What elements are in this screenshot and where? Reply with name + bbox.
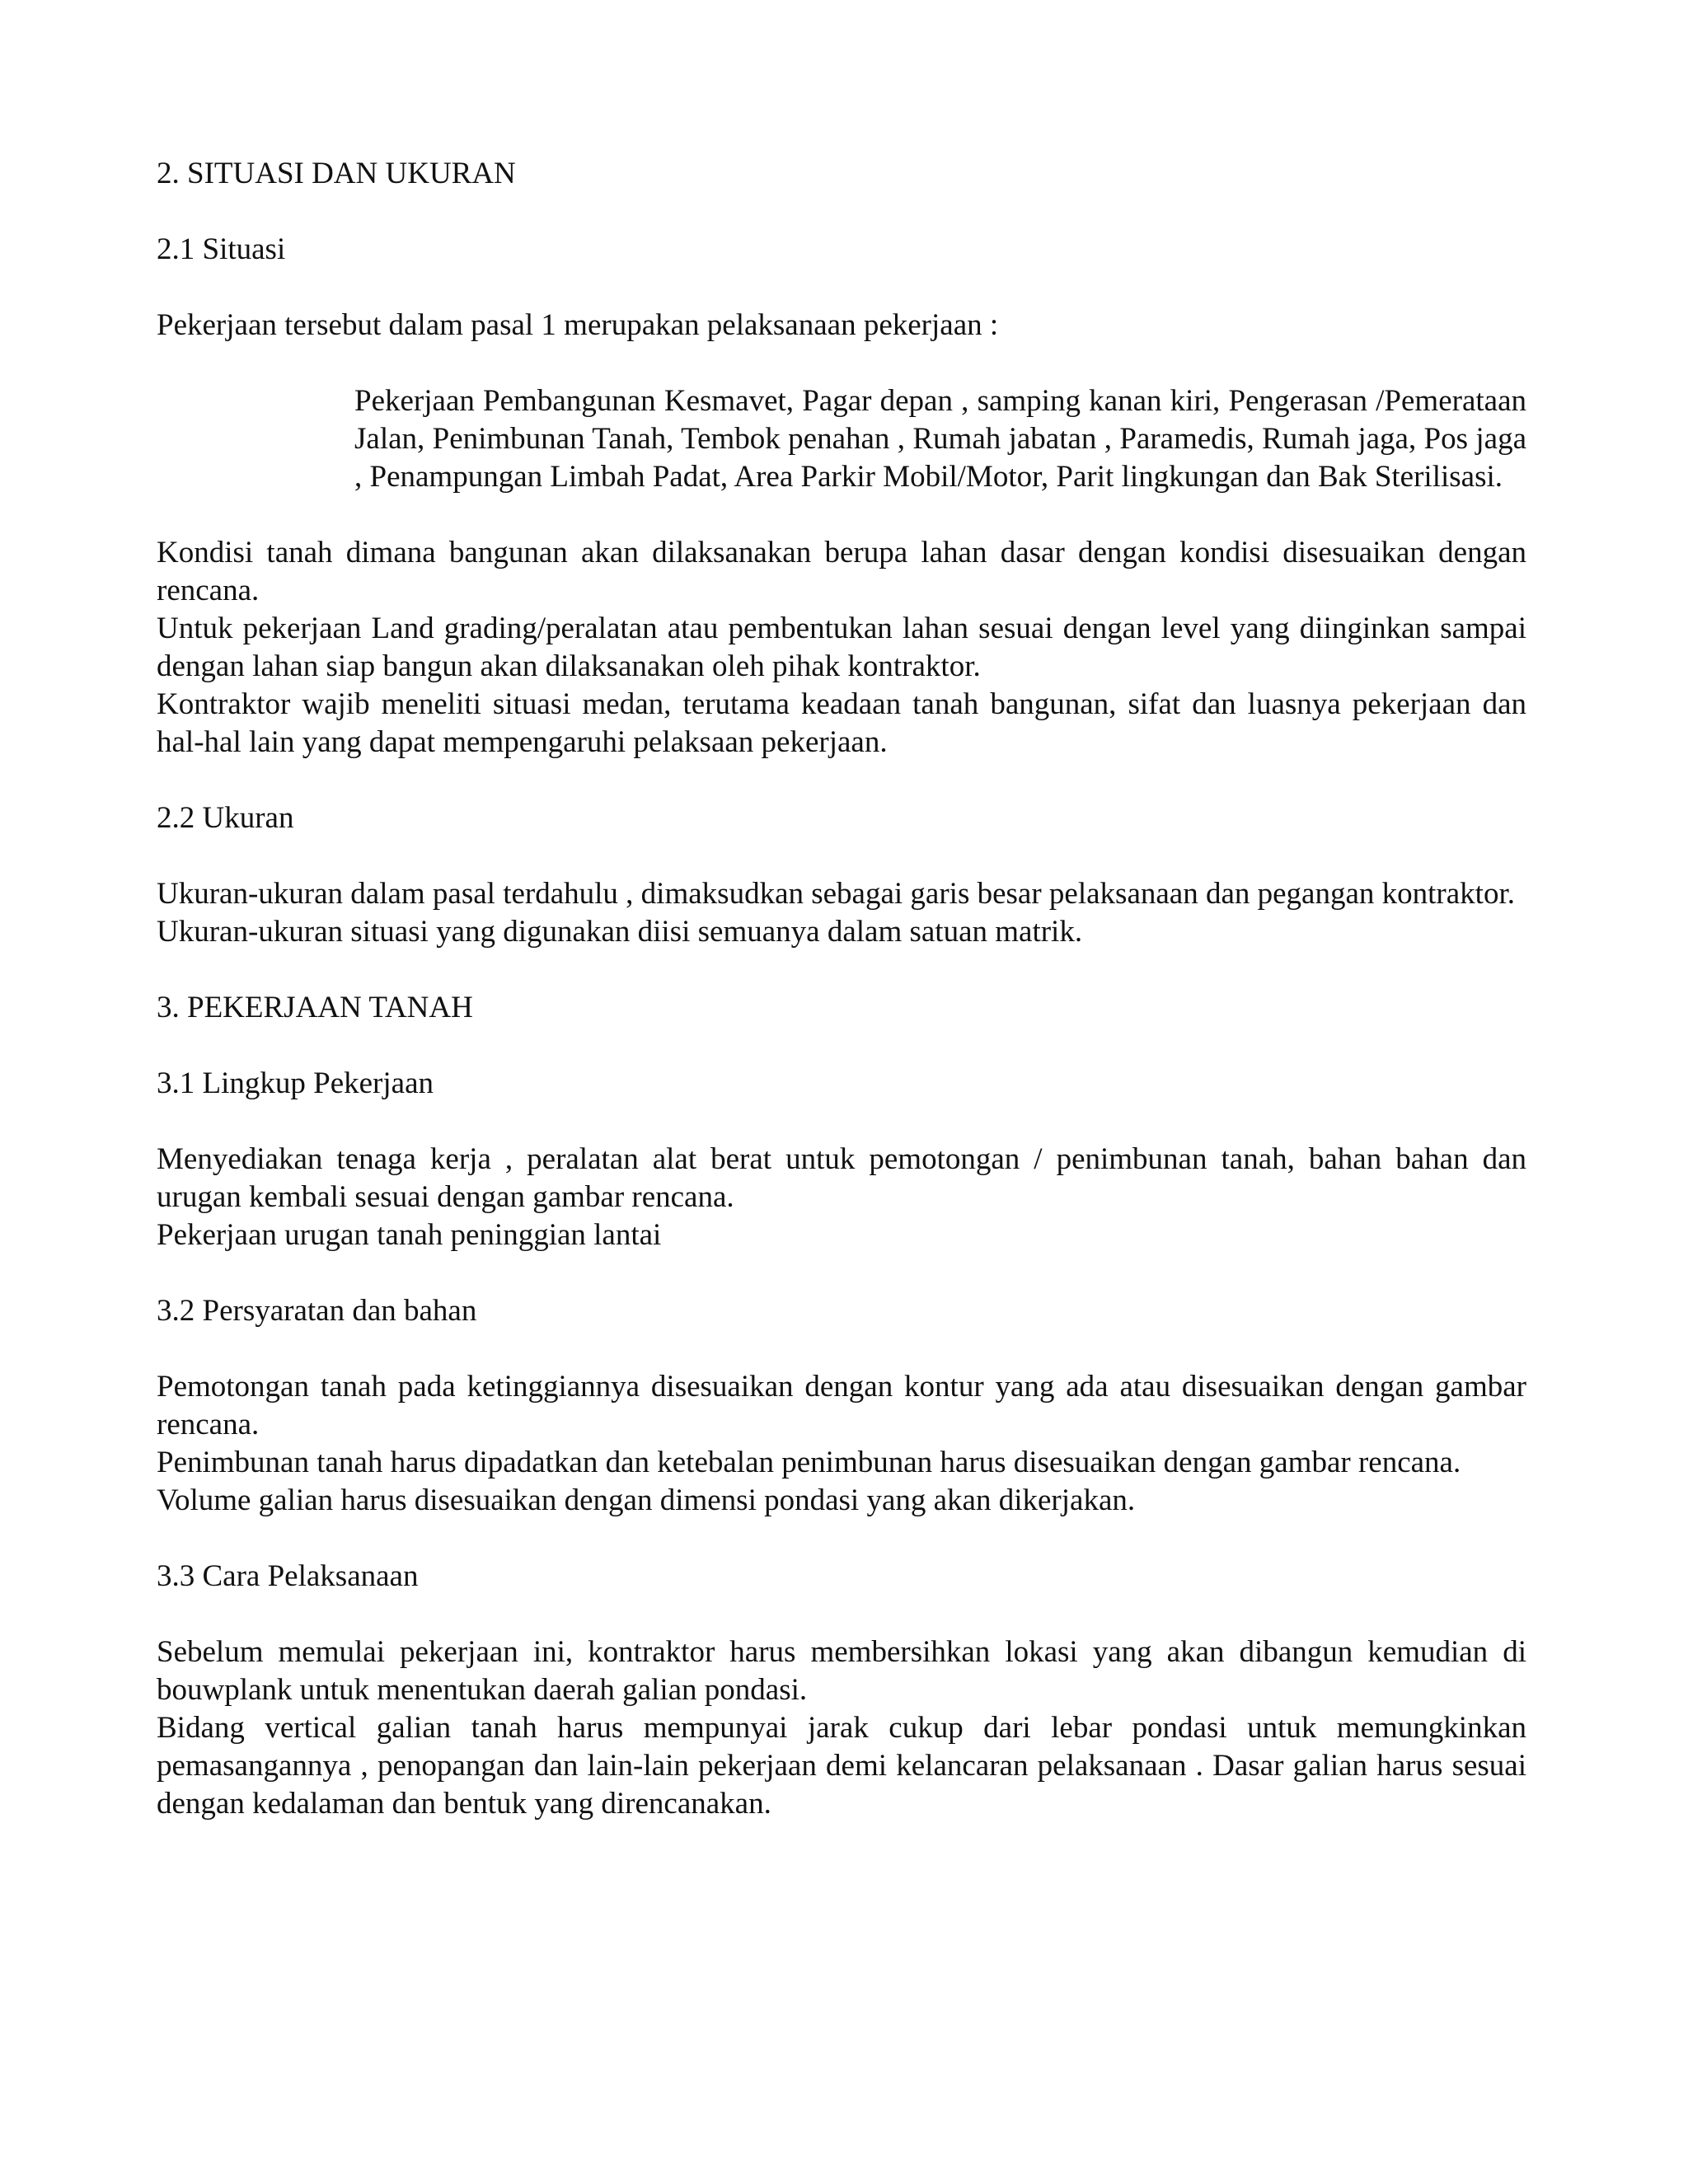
section-2-1-body <box>157 534 1526 762</box>
section-2-2-paragraph-2: Ukuran-ukuran situasi yang digunakan diisi semuanya dalam satuan matrik. <box>157 915 1083 949</box>
section-2-2-heading: 2.2 Ukuran <box>157 801 294 835</box>
section-3-1-heading: 3.1 Lingkup Pekerjaan <box>157 1066 434 1100</box>
section-3-1-paragraph-2: Pekerjaan urugan tanah peninggian lantai <box>157 1218 662 1252</box>
section-2-heading: 2. SITUASI DAN UKURAN <box>157 157 516 190</box>
section-3-heading: 3. PEKERJAAN TANAH <box>157 991 473 1024</box>
section-2-2-paragraph-1: Ukuran-ukuran dalam pasal terdahulu , dimaksudkan sebagai garis besar pelaksanaan dan pegangan kontraktor. <box>157 877 1515 911</box>
section-3-3-heading: 3.3 Cara Pelaksanaan <box>157 1559 419 1593</box>
section-3-3-body <box>157 1633 1526 1823</box>
section-3-2-paragraph-3: Volume galian harus disesuaikan dengan dimensi pondasi yang akan dikerjakan. <box>157 1483 1136 1517</box>
section-2-1-heading: 2.1 Situasi <box>157 232 286 266</box>
section-3-2-paragraph-2: Penimbunan tanah harus dipadatkan dan ketebalan penimbunan harus disesuaikan dengan gambar rencana. <box>157 1446 1461 1479</box>
section-3-1-body <box>157 1141 1526 1254</box>
section-3-2-paragraph-1: Pemotongan tanah pada ketinggiannya disesuaikan dengan kontur yang ada atau disesuaikan dengan gambar rencana. <box>157 1370 1526 1441</box>
section-2-1-paragraph-2: Untuk pekerjaan Land grading/peralatan atau pembentukan lahan sesuai dengan level yang diinginkan sampai dengan lahan siap bangun akan dilaksanakan oleh pihak kontraktor. <box>157 612 1526 683</box>
section-3-1-paragraph-1: Menyediakan tenaga kerja , peralatan alat berat untuk pemotongan / penimbunan tanah, bahan bahan dan urugan kembali sesuai dengan gambar rencana. <box>157 1142 1526 1214</box>
section-2-1-paragraph-1: Kondisi tanah dimana bangunan akan dilaksanakan berupa lahan dasar dengan kondisi disesuaikan dengan rencana. <box>157 536 1526 607</box>
section-3-2-body <box>157 1368 1526 1520</box>
section-3-2-heading: 3.2 Persyaratan dan bahan <box>157 1294 477 1328</box>
section-2-1-paragraph-3: Kontraktor wajib meneliti situasi medan, terutama keadaan tanah bangunan, sifat dan luasnya pekerjaan dan hal-hal lain yang dapat mempengaruhi pelaksaan pekerjaan. <box>157 687 1526 759</box>
section-2-1-intro: Pekerjaan tersebut dalam pasal 1 merupakan pelaksanaan pekerjaan : <box>157 308 999 342</box>
section-3-3-paragraph-2: Bidang vertical galian tanah harus mempunyai jarak cukup dari lebar pondasi untuk memungkinkan pemasangannya , penopangan dan lain-lain pekerjaan demi kelancaran pelaksanaan . Dasar galian harus sesuai dengan kedalaman dan bentuk yang direncanakan. <box>157 1711 1526 1821</box>
section-3-3-paragraph-1: Sebelum memulai pekerjaan ini, kontraktor harus membersihkan lokasi yang akan dibangun kemudian di bouwplank untuk menentukan daerah galian pondasi. <box>157 1635 1526 1707</box>
section-2-1-scope-list: Pekerjaan Pembangunan Kesmavet, Pagar depan , samping kanan kiri, Pengerasan /Pemerataan Jalan, Penimbunan Tanah, Tembok penahan , Rumah jabatan , Paramedis, Rumah jaga, Pos jaga , Penampungan Limbah Padat, Area Parkir Mobil/Motor, Parit lingkungan dan Bak Sterilisasi. <box>354 384 1526 494</box>
document-body <box>157 155 1526 1861</box>
section-2-2-body <box>157 875 1526 951</box>
